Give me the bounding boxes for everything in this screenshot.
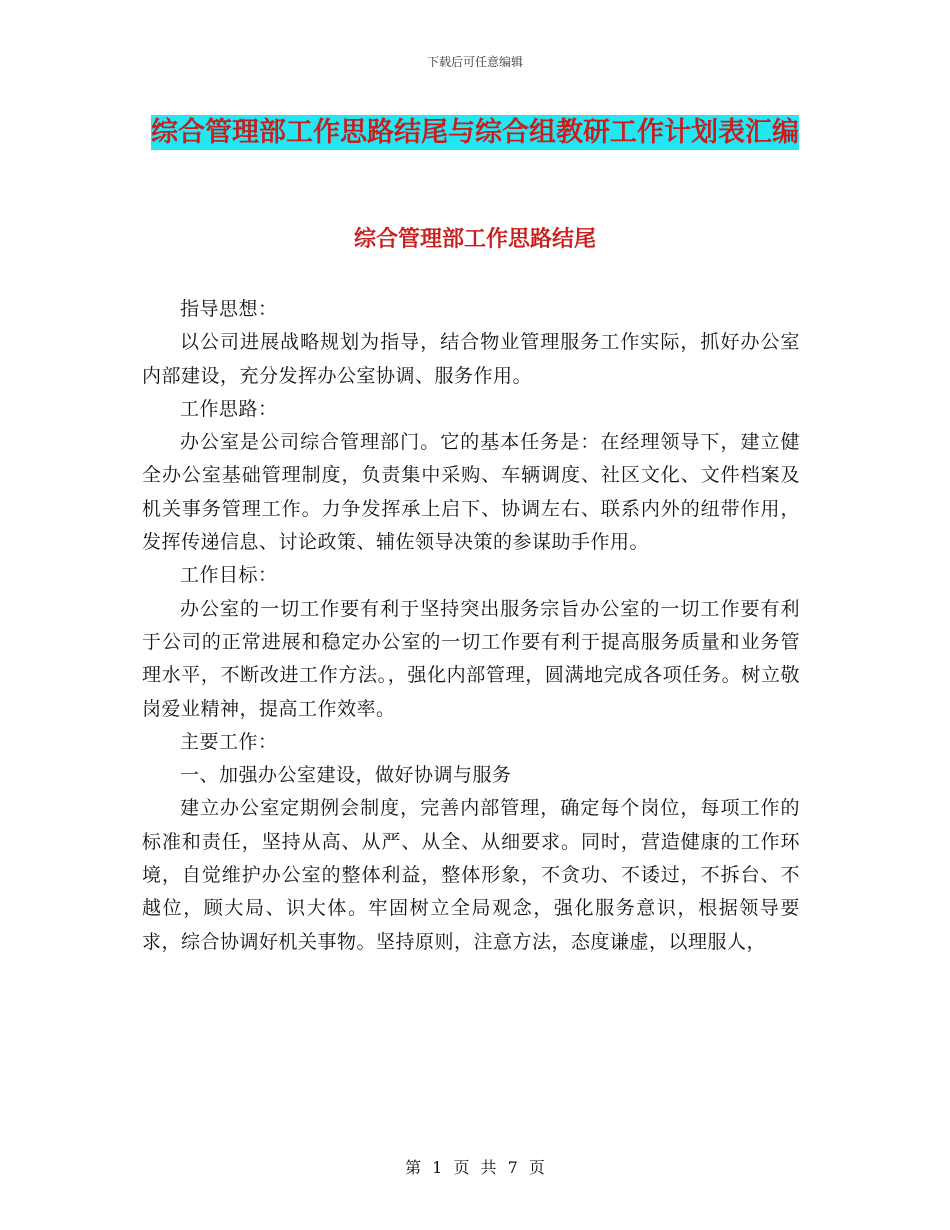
- section-title: 综合管理部工作思路结尾: [353, 227, 596, 252]
- paragraph-guiding-heading: 指导思想：: [180, 298, 278, 320]
- document-title: [140, 110, 810, 155]
- paragraph-approach-text: 办公室是公司综合管理部门。它的基本任务是：在经理领导下，建立健全办公室基础管理制度，负责集中采购、车辆调度、社区文化、文件档案及机关事务管理工作。力争发挥承上启下、协调左右、联系内外的纽带作用，发挥传递信息、讨论政策、辅佐领导决策的参谋助手作用。: [142, 431, 800, 554]
- paragraph-goals-text: 办公室的一切工作要有利于坚持突出服务宗旨办公室的一切工作要有利于公司的正常进展和稳定办公室的一切工作要有利于提高服务质量和业务管理水平，不断改进工作方法。，强化内部管理，圆满地完成各项任务。树立敬岗爱业精神，提高工作效率。: [142, 597, 800, 720]
- document-title-highlight: 综合管理部工作思路结尾与综合组教研工作计划表汇编: [151, 117, 799, 148]
- page-header-note: 下载后可任意编辑: [426, 55, 523, 69]
- document-body: [142, 293, 800, 959]
- paragraph-goals-heading: 工作目标：: [180, 564, 278, 587]
- paragraph-main-work-heading: 主要工作：: [180, 730, 278, 753]
- paragraph-guiding-text: 以公司进展战略规划为指导，结合物业管理服务工作实际，抓好办公室内部建设，充分发挥办公室协调、服务作用。: [142, 331, 800, 387]
- paragraph-item-one-text: 建立办公室定期例会制度，完善内部管理，确定每个岗位，每项工作的标准和责任，坚持从高、从严、从全、从细要求。同时，营造健康的工作环境，自觉维护办公室的整体利益，整体形象，不贪功、不诿过，不拆台、不越位，顾大局、识大体。牢固树立全局观念，强化服务意识，根据领导要求，综合协调好机关事物。坚持原则，注意方法，态度谦虚，以理服人，: [142, 797, 800, 953]
- paragraph-approach-heading: 工作思路：: [180, 397, 278, 420]
- paragraph-item-one-heading: 一、加强办公室建设，做好协调与服务: [180, 764, 512, 787]
- page-footer-number: 第 1 页 共 7 页: [405, 1158, 545, 1177]
